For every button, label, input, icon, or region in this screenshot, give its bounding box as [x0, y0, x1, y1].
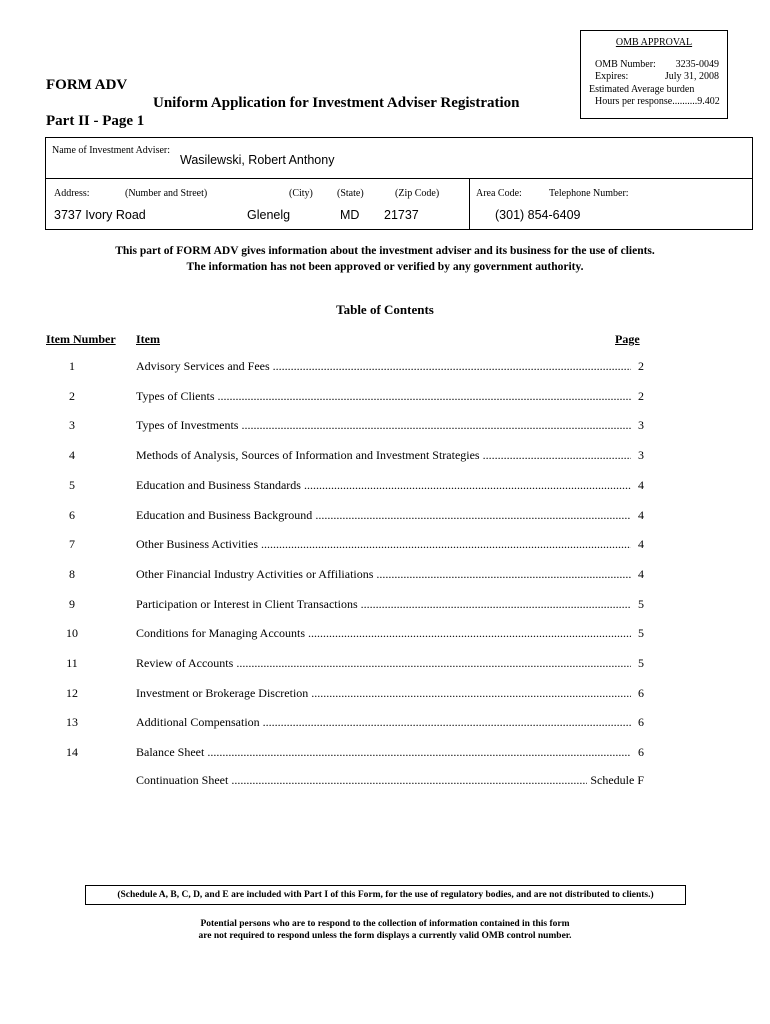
toc-leader-dots — [231, 773, 587, 788]
toc-item-label: Other Business Activities — [136, 537, 258, 551]
omb-number-row — [589, 59, 719, 72]
toc-item-label: Types of Clients — [136, 389, 215, 403]
toc-item-number: 3 — [69, 418, 75, 432]
toc-leader-dots — [236, 656, 631, 671]
toc-item-number: 7 — [69, 537, 75, 551]
toc-item-label: Education and Business Standards — [136, 478, 301, 492]
form-title: FORM ADV — [46, 77, 128, 93]
toc-row — [136, 418, 644, 433]
toc-col-number: Item Number — [46, 332, 116, 346]
toc-row — [136, 478, 644, 493]
toc-continuation-row — [136, 773, 644, 788]
toc-item-label: Review of Accounts — [136, 656, 234, 670]
toc-leader-dots — [308, 626, 631, 641]
toc-item-number: 5 — [69, 478, 75, 492]
phone-value[interactable]: (301) 854-6409 — [495, 208, 581, 222]
toc-leader-dots — [218, 389, 632, 404]
footer-line-1: Potential persons who are to respond to the collection of information contained in this form — [200, 919, 570, 929]
omb-number-value: 3235-0049 — [675, 58, 719, 70]
street-value[interactable]: 3737 Ivory Road — [54, 208, 146, 222]
toc-item-page: 6 — [638, 686, 644, 700]
omb-header: OMB APPROVAL — [615, 37, 693, 48]
toc-item-number: 1 — [69, 359, 75, 373]
info-divider — [46, 178, 752, 179]
toc-item-label: Conditions for Managing Accounts — [136, 626, 305, 640]
state-label: (State) — [337, 188, 364, 199]
toc-item-number: 8 — [69, 567, 75, 581]
toc-row — [136, 448, 644, 463]
toc-row — [136, 745, 644, 760]
info-vertical-divider — [469, 178, 470, 230]
omb-number-label: OMB Number: — [595, 58, 656, 70]
toc-row — [136, 686, 644, 701]
footer-line-2: are not required to respond unless the form displays a currently valid OMB control number. — [198, 931, 572, 941]
toc-row — [136, 567, 644, 582]
omb-approval-box — [580, 30, 728, 119]
toc-continuation-label: Continuation Sheet — [136, 773, 229, 787]
city-value[interactable]: Glenelg — [247, 208, 291, 222]
toc-item-page: 3 — [638, 418, 644, 432]
toc-item-page: 4 — [638, 567, 644, 581]
toc-item-number: 2 — [69, 389, 75, 403]
toc-item-page: 5 — [638, 597, 644, 611]
toc-item-label: Methods of Analysis, Sources of Information and Investment Strategies — [136, 448, 480, 462]
toc-item-page: 2 — [638, 359, 644, 373]
toc-item-number: 4 — [69, 448, 75, 462]
toc-continuation-page: Schedule F — [590, 773, 644, 787]
address-label: Address: — [54, 188, 90, 199]
toc-item-label: Balance Sheet — [136, 745, 205, 759]
form-part: Part II - Page 1 — [46, 113, 145, 129]
toc-item-page: 3 — [638, 448, 644, 462]
intro-line-1: This part of FORM ADV gives information about the investment adviser and its business for the use of clients. — [115, 245, 655, 257]
toc-leader-dots — [207, 745, 631, 760]
toc-item-number: 10 — [66, 626, 78, 640]
toc-item-label: Types of Investments — [136, 418, 239, 432]
toc-leader-dots — [315, 508, 631, 523]
toc-item-number: 13 — [66, 715, 78, 729]
toc-leader-dots — [273, 359, 631, 374]
toc-leader-dots — [483, 448, 631, 463]
toc-col-item: Item — [136, 332, 160, 346]
toc-item-number: 12 — [66, 686, 78, 700]
toc-item-page: 4 — [638, 537, 644, 551]
intro-line-2: The information has not been approved or verified by any government authority. — [186, 261, 584, 273]
toc-leader-dots — [311, 686, 631, 701]
toc-title: Table of Contents — [336, 302, 434, 317]
toc-item-label: Other Financial Industry Activities or Affiliations — [136, 567, 374, 581]
toc-item-page: 4 — [638, 508, 644, 522]
toc-item-number: 9 — [69, 597, 75, 611]
toc-item-page: 6 — [638, 715, 644, 729]
toc-row — [136, 597, 644, 612]
toc-row — [136, 508, 644, 523]
area-code-label: Area Code: — [476, 188, 522, 199]
toc-item-number: 11 — [66, 656, 78, 670]
toc-row — [136, 389, 644, 404]
toc-item-label: Education and Business Background — [136, 508, 313, 522]
toc-col-page: Page — [615, 332, 640, 346]
omb-burden-label: Estimated Average burden — [589, 83, 695, 95]
toc-row — [136, 359, 644, 374]
city-label: (City) — [289, 188, 313, 199]
toc-item-number: 6 — [69, 508, 75, 522]
state-value[interactable]: MD — [340, 208, 360, 222]
toc-row — [136, 656, 644, 671]
form-subtitle: Uniform Application for Investment Adviser Registration — [153, 95, 520, 111]
toc-leader-dots — [361, 597, 631, 612]
omb-expires-row — [589, 71, 719, 84]
toc-row — [136, 537, 644, 552]
omb-expires-value: July 31, 2008 — [664, 71, 719, 82]
toc-leader-dots — [304, 478, 631, 493]
toc-leader-dots — [261, 537, 631, 552]
phone-label: Telephone Number: — [549, 188, 629, 199]
adviser-name-label: Name of Investment Adviser: — [52, 145, 171, 156]
toc-leader-dots — [241, 418, 631, 433]
street-label: (Number and Street) — [125, 188, 208, 199]
schedule-note: (Schedule A, B, C, D, and E are included with Part I of this Form, for the use of regulatory bodies, and are not distributed to clients.) — [85, 885, 686, 905]
omb-expires-label: Expires: — [595, 71, 629, 82]
toc-item-page: 2 — [638, 389, 644, 403]
adviser-info-box — [45, 137, 753, 230]
toc-leader-dots — [376, 567, 631, 582]
omb-hours-label: Hours per response..........9.402 — [595, 96, 720, 107]
toc-item-label: Advisory Services and Fees — [136, 359, 270, 373]
toc-item-number: 14 — [66, 745, 78, 759]
adviser-name-value[interactable]: Wasilewski, Robert Anthony — [180, 153, 335, 167]
toc-item-label: Participation or Interest in Client Transactions — [136, 597, 358, 611]
toc-item-page: 4 — [638, 478, 644, 492]
toc-row — [136, 626, 644, 641]
toc-item-page: 5 — [638, 656, 644, 670]
toc-row — [136, 715, 644, 730]
toc-item-label: Investment or Brokerage Discretion — [136, 686, 309, 700]
toc-item-page: 5 — [638, 626, 644, 640]
zip-label: (Zip Code) — [395, 188, 440, 199]
toc-leader-dots — [263, 715, 631, 730]
toc-item-label: Additional Compensation — [136, 715, 260, 729]
zip-value[interactable]: 21737 — [384, 208, 419, 222]
toc-item-page: 6 — [638, 745, 644, 759]
